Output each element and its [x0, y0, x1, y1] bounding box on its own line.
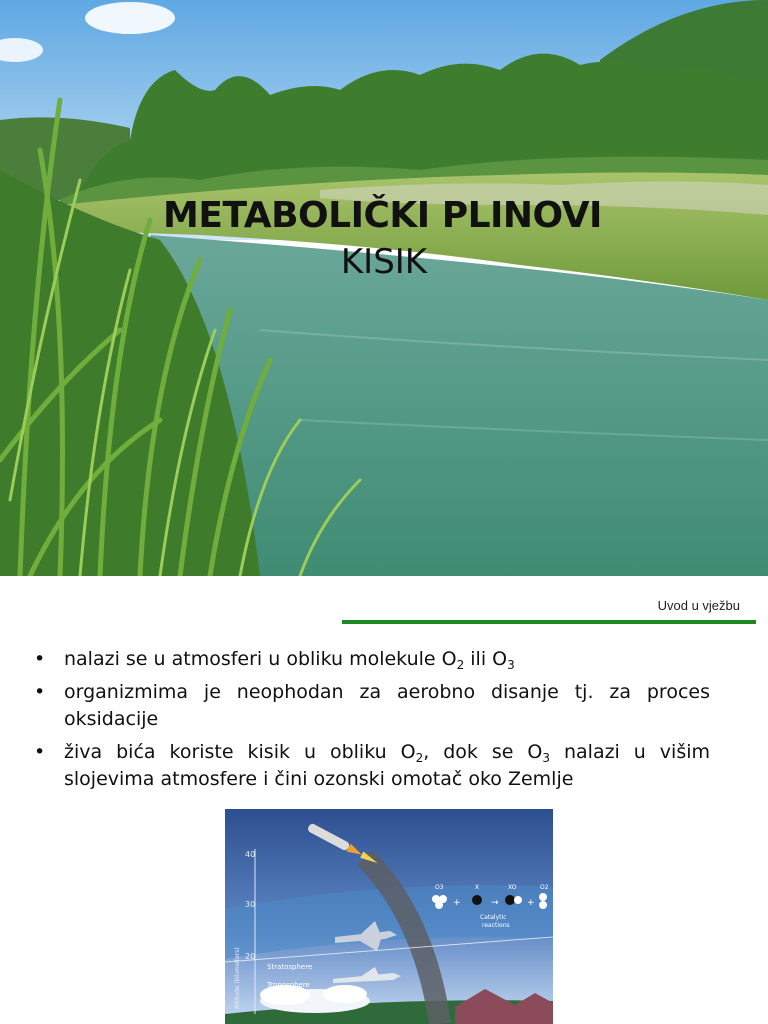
bullet-text: organizmima je neophodan za aerobno disanje tj. za proces oksidacije — [64, 681, 710, 730]
molecule-label: O3 — [435, 884, 444, 891]
xo-molecule-icon — [505, 895, 522, 905]
x-atom-icon — [472, 895, 482, 905]
bullet-dot-icon: • — [34, 681, 46, 703]
content-slide — [0, 576, 768, 1024]
subscript: 2 — [456, 658, 465, 672]
ozone-diagram — [225, 809, 553, 1024]
axis-tick: 20 — [245, 952, 256, 961]
atmosphere-illustration — [225, 809, 553, 1024]
bullet-item — [34, 739, 710, 793]
bullet-text: nalazi se u atmosferi u obliku molekule O — [64, 648, 457, 670]
molecule-label: XO — [508, 884, 517, 891]
axis-tick: 30 — [245, 900, 256, 909]
subscript: 2 — [415, 751, 424, 765]
reaction-label: Catalytic — [480, 914, 507, 921]
slide-title: METABOLIČKI PLINOVI — [163, 195, 602, 236]
layer-label: Stratosphere — [267, 963, 313, 971]
header-note: Uvod u vježbu — [657, 598, 740, 613]
bullet-item — [34, 679, 710, 733]
svg-text:+: + — [453, 898, 461, 908]
molecule-label: O2 — [540, 884, 549, 891]
title-block — [0, 195, 768, 282]
bullet-text: živa bića koriste kisik u obliku O — [64, 741, 416, 763]
header-divider — [342, 620, 756, 624]
bullet-item — [34, 646, 710, 673]
bullet-text: ili O — [464, 648, 508, 670]
reaction-label: reactions — [482, 922, 510, 929]
bullet-text: nalazi u višim slojevima atmosfere i čini ozonski omotač oko Zemlje — [64, 741, 711, 790]
axis-label: Altitude (kilometers) — [234, 947, 241, 1009]
molecule-label: X — [475, 884, 480, 891]
bullet-list — [34, 646, 710, 799]
bullet-text: , dok se O — [423, 741, 543, 763]
slide-subtitle: KISIK — [340, 242, 428, 282]
subscript: 3 — [542, 751, 551, 765]
svg-text:→: → — [491, 898, 499, 908]
svg-text:+: + — [527, 898, 535, 908]
axis-tick: 40 — [245, 850, 256, 859]
bullet-dot-icon: • — [34, 648, 46, 670]
bullet-dot-icon: • — [34, 741, 46, 763]
subscript: 3 — [507, 658, 515, 672]
layer-label: Troposphere — [267, 981, 310, 989]
